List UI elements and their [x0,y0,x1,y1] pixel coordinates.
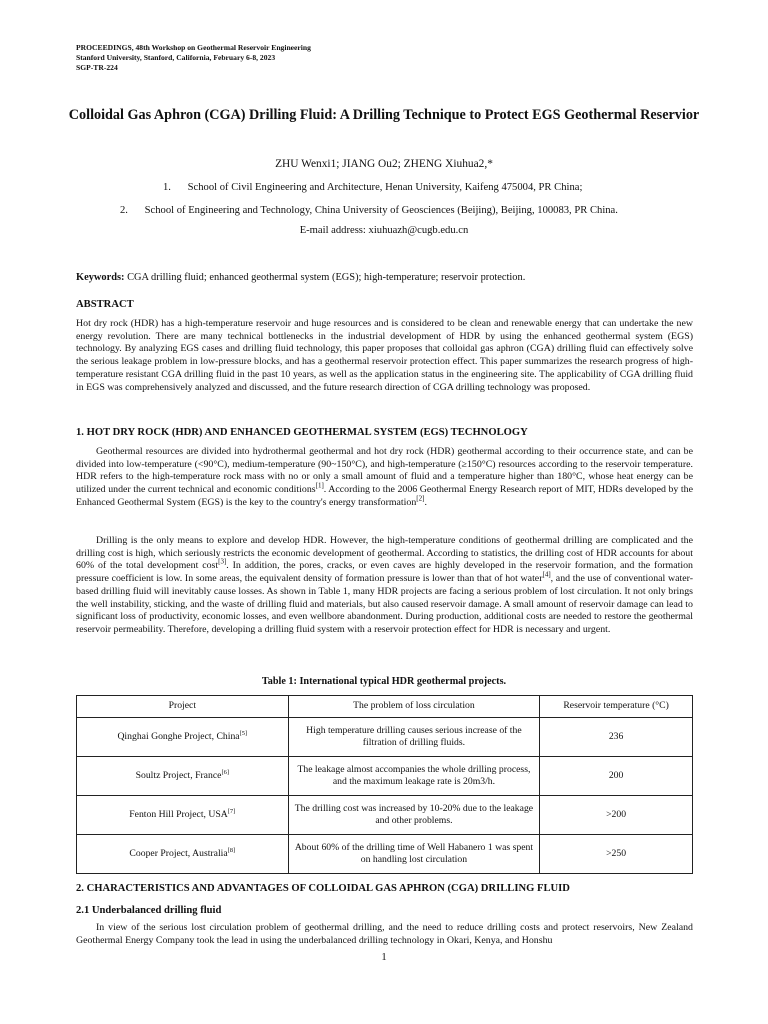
affiliation-number: 1. [163,182,171,193]
keywords-text: CGA drilling fluid; enhanced geothermal system (EGS); high-temperature; reservoir protection. [127,272,526,283]
table-cell-temperature: >250 [540,835,693,874]
citation: [6] [221,768,230,776]
affiliation-number: 2. [120,205,128,216]
table-1-caption: Table 1: International typical HDR geothermal projects. [261,676,507,687]
table-cell-temperature: >200 [540,796,693,835]
table-cell-project: Soultz Project, France[6] [77,757,289,796]
affiliation-1 [163,182,582,193]
affiliation-2 [120,205,618,216]
keywords-label: Keywords: [76,272,125,283]
header-line-2: Stanford University, Stanford, California, February 6-8, 2023 [76,53,276,62]
citation: [3] [218,558,227,567]
paper-title: Colloidal Gas Aphron (CGA) Drilling Fluid: A Drilling Technique to Protect EGS Geothermal Reservior [68,107,700,123]
table-cell-project: Cooper Project, Australia[8] [77,835,289,874]
section-1-paragraph-1: Geothermal resources are divided into hydrothermal geothermal and hot dry rock (HDR) geothermal according to their occurrence state, and can be divided into low-temperature (<90°C), medium-temperature (90~150°C), and high-temperature (≥150°C) resources according to the reservoir temperature. HDR refers to the high-temperature rock mass with no or only a small amount of fluid and a temperature higher than 180°C, whose heat energy can be utilized under the current technical and economic conditions[1]. According to the 2006 Geothermal Energy Research report of MIT, HDRs developed by the Enhanced Geothermal System (EGS) is the key to the country's energy transformation[2]. [76,446,693,508]
table-cell-problem: The drilling cost was increased by 10-20% due to the leakage and other problems. [288,796,540,835]
table-header-project: Project [77,696,289,718]
table-cell-project: Fenton Hill Project, USA[7] [77,796,289,835]
section-1-paragraph-2: Drilling is the only means to explore and develop HDR. However, the high-temperature conditions of geothermal drilling are complicated and the drilling cost is high, which seriously restricts the economic development of geothermal. According to statistics, the drilling cost of HDR accounts for about 60% of the total development cost[3]. In addition, the pores, cracks, or even caves are highly developed in the reservoir formation, and the formation pressure coefficient is low. In some areas, the equivalent density of formation pressure is lower than that of hot water[4], and the use of conventional water-based drilling fluid will inevitably cause losses. As shown in Table 1, many HDR projects are facing a serious problem of lost circulation. It not only brings the well instability, sticking, and the waste of drilling fluid and materials, but also caused reservoir damage. A small amount of reservoir damage can lead to significant loss of productivity, economic losses, and even wellbore abandonment. During production, additional costs are needed to restore the geothermal reservoir permeability. Therefore, developing a drilling fluid system with a reservoir protection effect for HDR is necessary and urgent. [76,535,693,635]
proceedings-header [76,43,311,73]
abstract-heading: ABSTRACT [76,299,134,310]
citation: [7] [227,807,236,815]
citation: [2] [416,494,425,503]
citation: [8] [227,846,236,854]
section-2-1-heading: 2.1 Underbalanced drilling fluid [76,905,222,916]
section-2-1-paragraph: In view of the serious lost circulation problem of geothermal drilling, and the need to reduce drilling costs and protect reservoirs, New Zealand Geothermal Energy Company took the lead in using the underbalanced drilling technology in Okari, Kenya, and Honshu [76,922,693,946]
citation: [4] [542,570,551,579]
table-row [77,757,693,796]
table-cell-problem: High temperature drilling causes serious increase of the filtration of drilling fluids. [288,718,540,757]
table-cell-temperature: 236 [540,718,693,757]
affiliation-text: School of Engineering and Technology, China University of Geosciences (Beijing), Beijing, 100083, PR China. [144,205,618,216]
page-number: 1 [381,952,387,963]
table-cell-problem: About 60% of the drilling time of Well Habanero 1 was spent on handling lost circulation [288,835,540,874]
table-cell-temperature: 200 [540,757,693,796]
table-row [77,796,693,835]
section-2-heading: 2. CHARACTERISTICS AND ADVANTAGES OF COLLOIDAL GAS APHRON (CGA) DRILLING FLUID [76,883,570,894]
citation: [1] [315,481,324,490]
email-address: E-mail address: xiuhuazh@cugb.edu.cn [299,225,469,236]
affiliation-text: School of Civil Engineering and Architecture, Henan University, Kaifeng 475004, PR China; [187,182,583,193]
citation: [5] [239,729,248,737]
table-row [77,835,693,874]
table-header-row [77,696,693,718]
table-row [77,718,693,757]
header-line-3: SGP-TR-224 [76,63,118,72]
table-cell-project: Qinghai Gonghe Project, China[5] [77,718,289,757]
abstract-text: Hot dry rock (HDR) has a high-temperature reservoir and huge resources and is considered to be clean and renewable energy that can undertake the new energy revolution. There are many technical bottlenecks in the industrial development of HDR by using the enhanced geothermal system (EGS) technology. By analyzing EGS cases and drilling fluid technology, this paper proposes that colloidal gas aphron (CGA) drilling fluid can effectively solve the serious leakage problem in low-pressure blocks, and has a geothermal reservoir protection effect. This paper summarizes the research progress of high-temperature resistant CGA drilling fluid in the past 10 years, as well as the application status in the engineering site. The applicability of CGA drilling fluid in EGS was comprehensively analyzed and discussed, and the future research direction of CGA drilling technology was proposed. [76,318,693,393]
table-header-temperature: Reservoir temperature (°C) [540,696,693,718]
table-header-problem: The problem of loss circulation [288,696,540,718]
author-list: ZHU Wenxi1; JIANG Ou2; ZHENG Xiuhua2,* [275,158,493,170]
table-cell-problem: The leakage almost accompanies the whole drilling process, and the maximum leakage rate is 20m3/h. [288,757,540,796]
keywords [76,272,525,283]
header-line-1: PROCEEDINGS, 48th Workshop on Geothermal Reservoir Engineering [76,43,311,52]
section-1-heading: 1. HOT DRY ROCK (HDR) AND ENHANCED GEOTHERMAL SYSTEM (EGS) TECHNOLOGY [76,427,528,438]
table-1 [76,695,693,874]
